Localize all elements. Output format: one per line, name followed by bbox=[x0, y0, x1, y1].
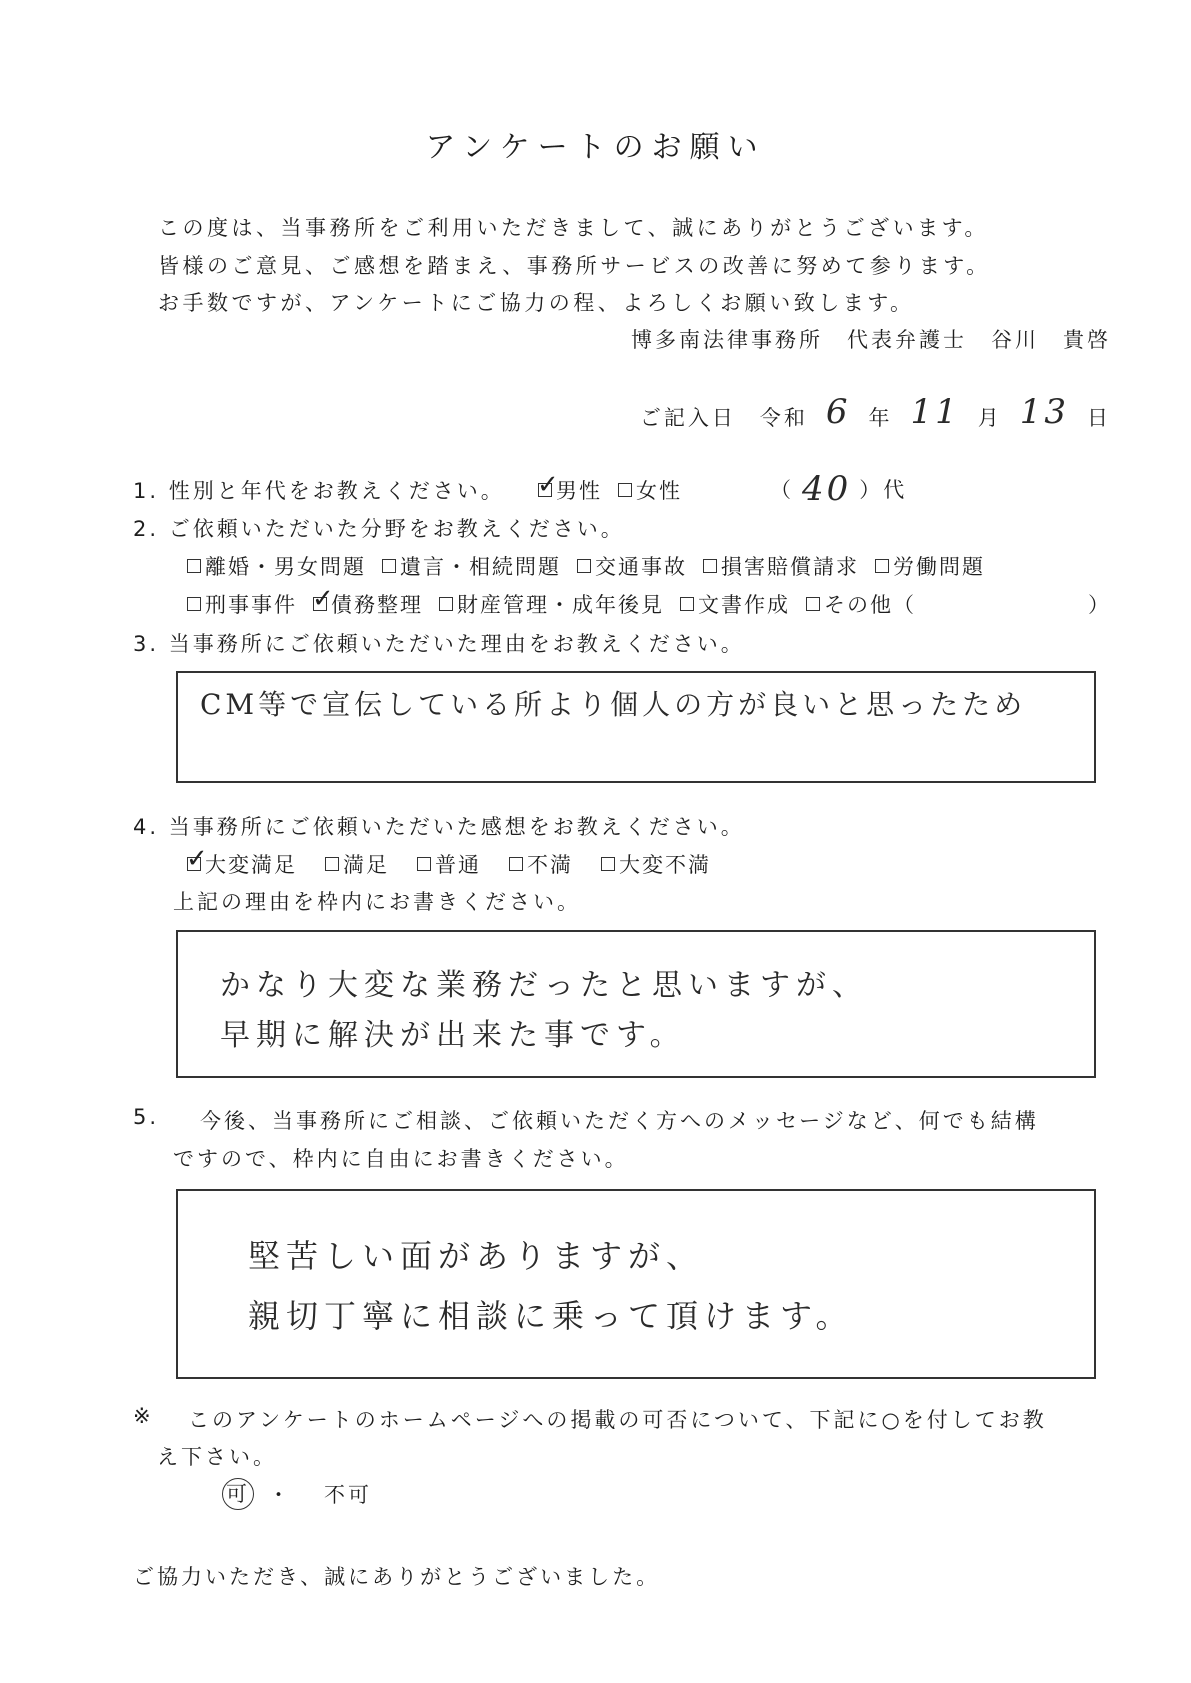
q2-option-debt[interactable] bbox=[313, 589, 423, 619]
entry-date bbox=[640, 392, 1111, 432]
q2-text: 2. ご依頼いただいた分野をお教えください。 bbox=[133, 517, 625, 541]
option-label: 損害賠償請求 bbox=[721, 555, 859, 579]
checkbox-checked[interactable] bbox=[187, 857, 201, 871]
q2-option-documents[interactable] bbox=[680, 589, 790, 619]
intro-line-2: 皆様のご意見、ご感想を踏まえ、事務所サービスの改善に努めて参ります。 bbox=[158, 254, 991, 278]
date-month: 11 bbox=[910, 392, 960, 432]
checkbox[interactable] bbox=[601, 857, 615, 871]
option-label: 債務整理 bbox=[331, 593, 423, 617]
option-label: 離婚・男女問題 bbox=[205, 555, 366, 579]
q3-answer: CM等で宣伝している所より個人の方が良いと思ったため bbox=[200, 688, 1027, 721]
q5-answer-box[interactable] bbox=[176, 1189, 1096, 1379]
q2-option-damages[interactable] bbox=[703, 551, 859, 581]
q4-option-neutral[interactable] bbox=[417, 849, 481, 879]
date-era: 令和 bbox=[759, 406, 808, 430]
q2-option-labor[interactable] bbox=[875, 551, 985, 581]
option-separator: ・ bbox=[268, 1483, 292, 1507]
checkbox[interactable] bbox=[187, 597, 201, 611]
checkbox[interactable] bbox=[680, 597, 694, 611]
option-allow-circled[interactable]: 可 bbox=[222, 1478, 254, 1510]
note-line-2: え下さい。 bbox=[157, 1445, 277, 1469]
date-year: 6 bbox=[825, 392, 851, 432]
q2-option-inheritance[interactable] bbox=[382, 551, 561, 581]
q4-answer-line-1: かなり大変な業務だったと思いますが、 bbox=[220, 968, 868, 1003]
age-open: （ bbox=[770, 478, 794, 502]
option-deny[interactable]: 不可 bbox=[324, 1483, 372, 1507]
q5-text-line-1: 今後、当事務所にご相談、ご依頼いただく方へのメッセージなど、何でも結構 bbox=[200, 1109, 1039, 1133]
date-month-unit: 月 bbox=[977, 406, 1002, 430]
q4-answer-line-2: 早期に解決が出来た事です。 bbox=[220, 1018, 686, 1053]
checkbox[interactable] bbox=[875, 559, 889, 573]
q1-text: 1. 性別と年代をお教えください。 bbox=[133, 479, 505, 503]
checkbox-checked[interactable] bbox=[538, 483, 552, 497]
q2-options-row-2 bbox=[187, 589, 932, 619]
q2-other-close: ） bbox=[1088, 593, 1112, 617]
checkbox[interactable] bbox=[417, 857, 431, 871]
date-year-unit: 年 bbox=[868, 406, 893, 430]
checkbox[interactable] bbox=[618, 483, 632, 497]
q1-age bbox=[770, 469, 907, 509]
q2-option-criminal[interactable] bbox=[187, 589, 297, 619]
q4-option-dissatisfied[interactable] bbox=[509, 849, 573, 879]
q3-text: 3. 当事務所にご依頼いただいた理由をお教えください。 bbox=[133, 632, 745, 656]
checkbox[interactable] bbox=[187, 559, 201, 573]
q4-text: 4. 当事務所にご依頼いただいた感想をお教えください。 bbox=[133, 815, 745, 839]
q2-option-guardianship[interactable] bbox=[439, 589, 664, 619]
option-label: 大変満足 bbox=[205, 853, 297, 877]
checkbox[interactable] bbox=[806, 597, 820, 611]
closing-text: ご協力いただき、誠にありがとうございました。 bbox=[133, 1565, 661, 1589]
option-label: 女性 bbox=[636, 479, 682, 503]
q4-option-satisfied[interactable] bbox=[325, 849, 389, 879]
q4-answer-box[interactable] bbox=[176, 930, 1096, 1078]
publish-choice bbox=[222, 1478, 372, 1510]
option-label: 遺言・相続問題 bbox=[400, 555, 561, 579]
option-label: 男性 bbox=[556, 479, 602, 503]
q4-options bbox=[187, 849, 727, 879]
q5-number: 5. bbox=[133, 1105, 160, 1129]
note-line-1: このアンケートのホームページへの掲載の可否について、下記に○を付してお教 bbox=[188, 1408, 1047, 1432]
age-value: 40 bbox=[802, 469, 852, 509]
checkbox[interactable] bbox=[382, 559, 396, 573]
q3-answer-box[interactable] bbox=[176, 671, 1096, 783]
date-day-unit: 日 bbox=[1087, 406, 1111, 430]
page-title: アンケートのお願い bbox=[425, 130, 766, 165]
option-label: 不満 bbox=[527, 853, 573, 877]
q5-answer-line-1: 堅苦しい面がありますが、 bbox=[248, 1237, 705, 1275]
q1-option-male[interactable] bbox=[538, 475, 602, 505]
q4-option-very-dissatisfied[interactable] bbox=[601, 849, 711, 879]
option-label: 普通 bbox=[435, 853, 481, 877]
checkbox[interactable] bbox=[509, 857, 523, 871]
q1-options bbox=[538, 475, 698, 505]
q4-reason-prompt: 上記の理由を枠内にお書きください。 bbox=[173, 890, 581, 914]
q4-option-very-satisfied[interactable] bbox=[187, 849, 297, 879]
checkbox-checked[interactable] bbox=[313, 597, 327, 611]
q2-option-divorce[interactable] bbox=[187, 551, 366, 581]
q1-option-female[interactable] bbox=[618, 475, 682, 505]
q2-option-traffic[interactable] bbox=[577, 551, 687, 581]
checkbox[interactable] bbox=[325, 857, 339, 871]
checkbox[interactable] bbox=[439, 597, 453, 611]
option-label: 満足 bbox=[343, 853, 389, 877]
intro-line-3: お手数ですが、アンケートにご協力の程、よろしくお願い致します。 bbox=[158, 291, 915, 315]
option-label: 大変不満 bbox=[619, 853, 711, 877]
intro-line-1: この度は、当事務所をご利用いただきまして、誠にありがとうございます。 bbox=[158, 216, 989, 240]
checkbox[interactable] bbox=[577, 559, 591, 573]
checkbox[interactable] bbox=[703, 559, 717, 573]
signature: 博多南法律事務所 代表弁護士 谷川 貴啓 bbox=[631, 328, 1111, 352]
option-label: その他（ bbox=[824, 593, 916, 617]
q5-text-line-2: ですので、枠内に自由にお書きください。 bbox=[173, 1147, 629, 1171]
option-label: 労働問題 bbox=[893, 555, 985, 579]
date-day: 13 bbox=[1019, 392, 1069, 432]
note-mark: ※ bbox=[133, 1404, 154, 1428]
option-label: 財産管理・成年後見 bbox=[457, 593, 664, 617]
option-label: 刑事事件 bbox=[205, 593, 297, 617]
q5-answer-line-2: 親切丁寧に相談に乗って頂けます。 bbox=[248, 1297, 854, 1335]
q2-options-row-1 bbox=[187, 551, 1001, 581]
age-close: ）代 bbox=[859, 478, 908, 502]
option-label: 交通事故 bbox=[595, 555, 687, 579]
option-label: 文書作成 bbox=[698, 593, 790, 617]
q2-option-other[interactable] bbox=[806, 589, 916, 619]
date-label: ご記入日 bbox=[639, 406, 736, 430]
